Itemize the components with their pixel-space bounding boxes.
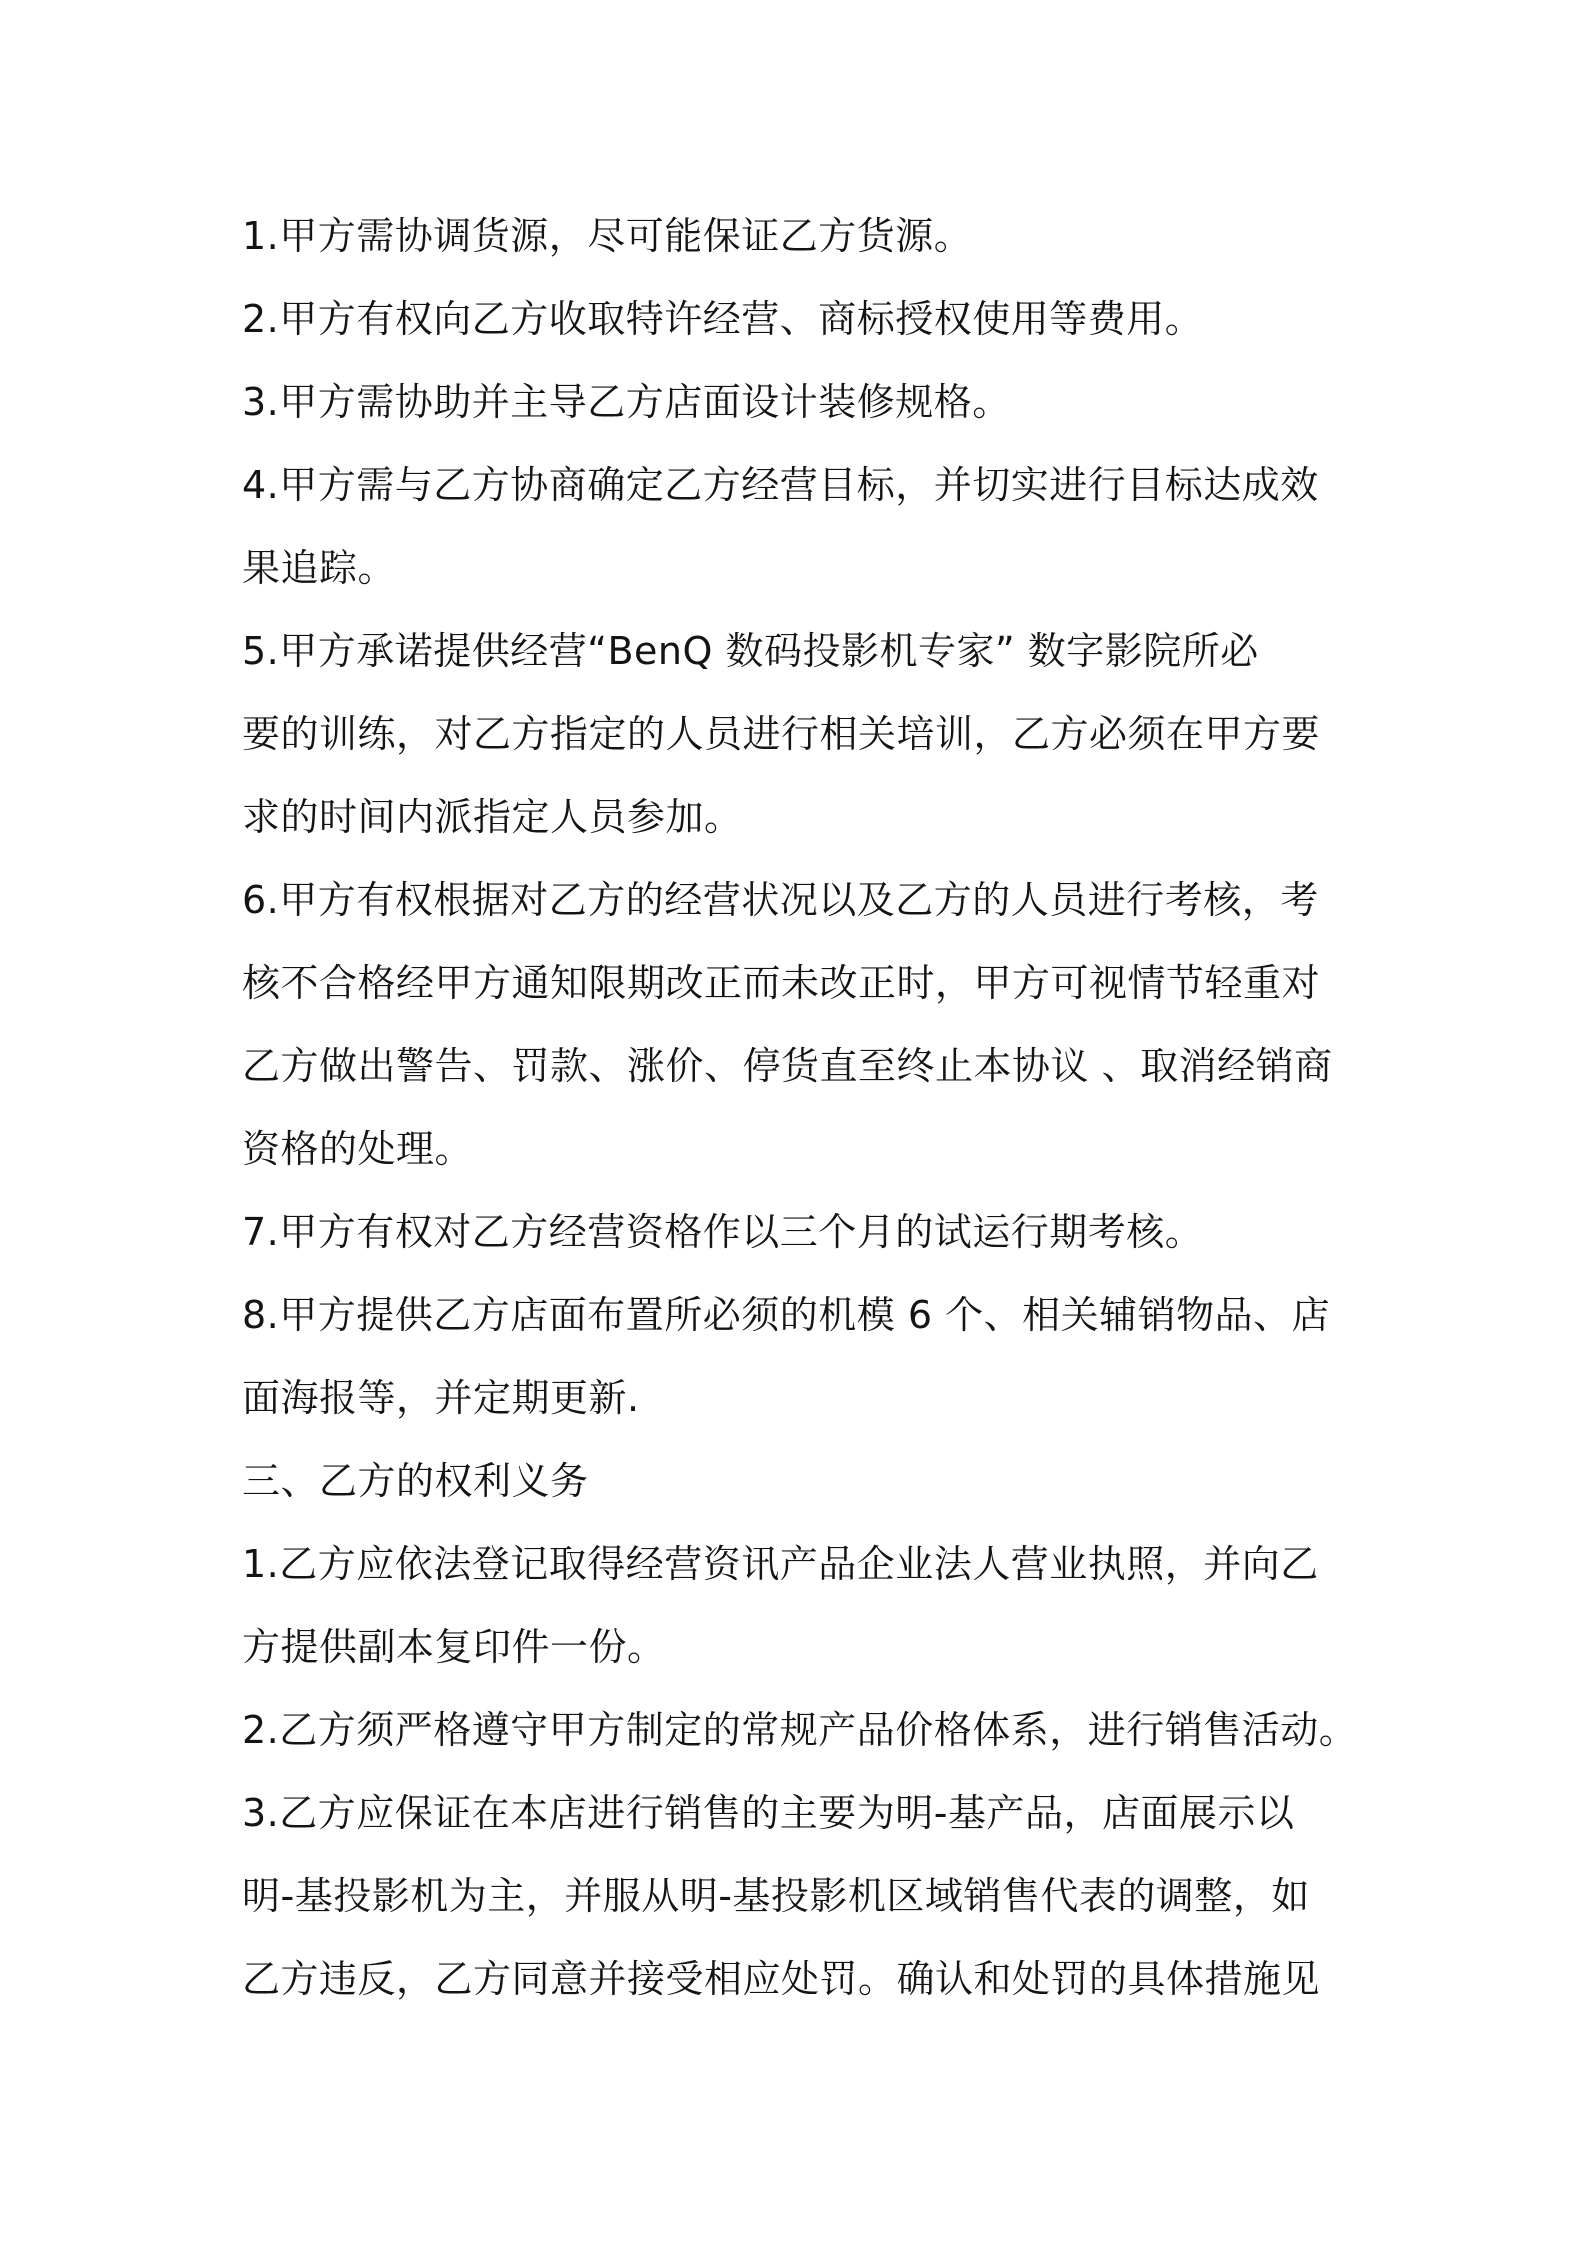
text-line: 求的时间内派指定人员参加。 [242, 795, 743, 839]
text-line: 2.乙方须严格遵守甲方制定的常规产品价格体系，进行销售活动。 [242, 1708, 1358, 1752]
text-line: 果追踪。 [242, 546, 397, 590]
text-line: 3.乙方应保证在本店进行销售的主要为明-基产品，店面展示以 [242, 1791, 1295, 1835]
text-line: 5.甲方承诺提供经营“BenQ 数码投影机专家” 数字影院所必 [242, 629, 1259, 673]
text-line: 方提供副本复印件一份。 [242, 1625, 666, 1669]
text-line: 8.甲方提供乙方店面布置所必须的机模 6 个、相关辅销物品、店 [242, 1293, 1331, 1337]
text-line: 4.甲方需与乙方协商确定乙方经营目标，并切实进行目标达成效 [242, 463, 1319, 507]
text-line: 1.乙方应依法登记取得经营资讯产品企业法人营业执照，并向乙 [242, 1542, 1319, 1586]
text-line: 7.甲方有权对乙方经营资格作以三个月的试运行期考核。 [242, 1210, 1204, 1254]
text-line: 明-基投影机为主，并服从明-基投影机区域销售代表的调整，如 [242, 1874, 1310, 1918]
text-line: 3.甲方需协助并主导乙方店面设计装修规格。 [242, 380, 1011, 424]
text-line: 资格的处理。 [242, 1127, 474, 1171]
text-line: 乙方违反，乙方同意并接受相应处罚。确认和处罚的具体措施见 [242, 1957, 1321, 2001]
section-heading: 三、乙方的权利义务 [242, 1459, 589, 1503]
text-line: 2.甲方有权向乙方收取特许经营、商标授权使用等费用。 [242, 297, 1204, 341]
text-line: 1.甲方需协调货源，尽可能保证乙方货源。 [242, 214, 973, 258]
document-body [242, 195, 1372, 2021]
text-line: 核不合格经甲方通知限期改正而未改正时，甲方可视情节轻重对 [242, 961, 1321, 1005]
text-line: 乙方做出警告、罚款、涨价、停货直至终止本协议 、取消经销商 [242, 1044, 1333, 1088]
text-line: 6.甲方有权根据对乙方的经营状况以及乙方的人员进行考核，考 [242, 878, 1319, 922]
text-line: 要的训练，对乙方指定的人员进行相关培训，乙方必须在甲方要 [242, 712, 1321, 756]
text-line: 面海报等，并定期更新. [242, 1376, 640, 1420]
